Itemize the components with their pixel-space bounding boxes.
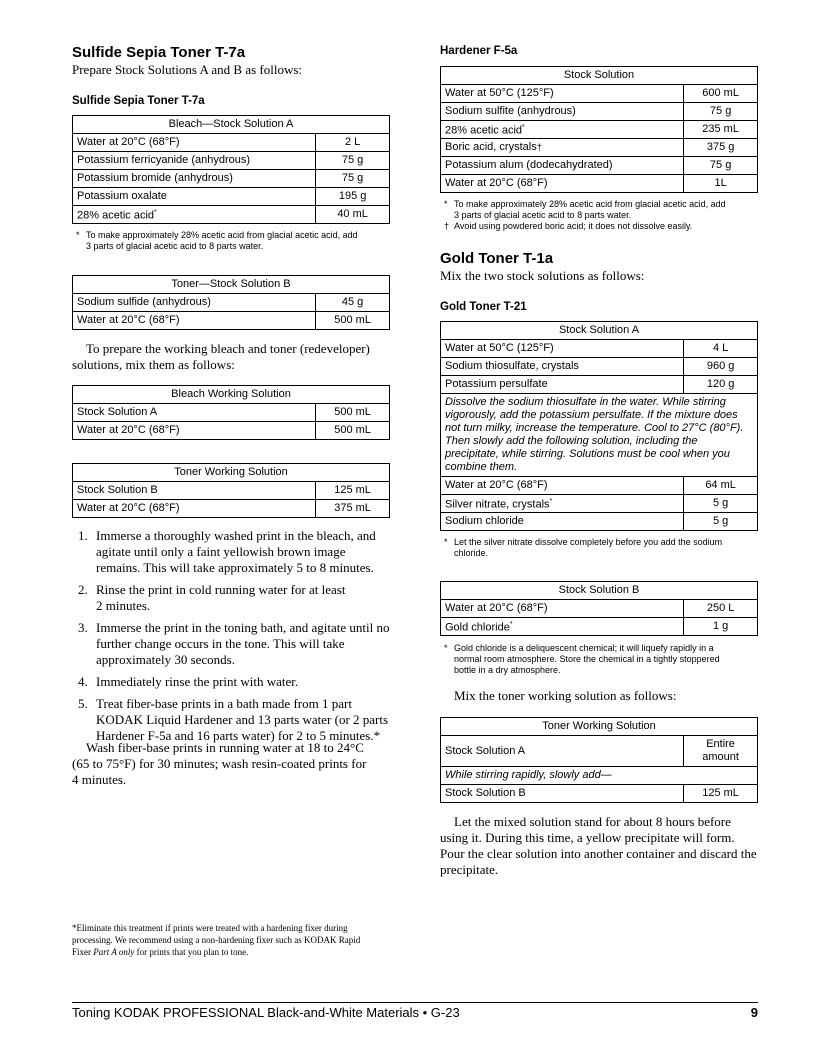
table-row	[73, 404, 390, 422]
row-item: Water at 50°C (125°F)	[441, 340, 684, 358]
gold-subtitle: Gold Toner T-21	[440, 301, 527, 313]
row-value: 45 g	[316, 294, 390, 312]
row-item: Silver nitrate, crystals	[445, 498, 550, 511]
row-item: Sodium thiosulfate, crystals	[441, 358, 684, 376]
table-header: Stock Solution B	[441, 582, 758, 600]
table-header: Toner Working Solution	[73, 464, 390, 482]
footnote-mark: *	[522, 124, 525, 132]
row-item: Water at 20°C (68°F)	[441, 175, 684, 193]
table-row	[441, 394, 758, 477]
table-row	[73, 188, 390, 206]
table-row	[441, 600, 758, 618]
toner-stock-table	[72, 275, 390, 330]
row-item: 28% acetic acid	[77, 209, 155, 222]
table-header: Bleach Working Solution	[73, 386, 390, 404]
row-value: 500 mL	[316, 422, 390, 440]
final-paragraph: Let the mixed solution stand for about 8 hours before using it. During this time, a yellow precipitate will form. Pour the clear solution into another container and discard the precipitate.	[440, 814, 757, 877]
table-row	[73, 134, 390, 152]
table-row	[441, 513, 758, 531]
table-header: Stock Solution	[441, 67, 758, 85]
row-value: 375 mL	[316, 500, 390, 518]
table-row	[73, 482, 390, 500]
table-row	[441, 618, 758, 636]
prepare-paragraph: To prepare the working bleach and toner (redeveloper) solutions, mix them as follows:	[72, 341, 370, 372]
row-value: 120 g	[684, 376, 758, 394]
row-item: Potassium alum (dodecahydrated)	[441, 157, 684, 175]
row-value: 40 mL	[316, 206, 390, 224]
gold-chloride-footnote: * Gold chloride is a deliquescent chemical; it will liquefy rapidly in a normal room atmosphere. Store the chemical in a tightly stoppered bottle in a dry atmosphere.	[444, 643, 720, 675]
intro-text: Prepare Stock Solutions A and B as follows:	[72, 62, 303, 77]
hardener-stock-table	[440, 66, 758, 193]
row-value: 75 g	[316, 170, 390, 188]
table-row	[441, 767, 758, 785]
table-row	[73, 422, 390, 440]
bleach-stock-table	[72, 115, 390, 224]
row-item: Potassium ferricyanide (anhydrous)	[73, 152, 316, 170]
table-header: Toner—Stock Solution B	[73, 276, 390, 294]
row-value: 5 g	[684, 495, 758, 513]
page-number: 9	[750, 1005, 758, 1020]
row-item: Water at 20°C (68°F)	[73, 312, 316, 330]
row-item: Sodium sulfite (anhydrous)	[441, 103, 684, 121]
row-value: 75 g	[684, 103, 758, 121]
list-item: 4. Immediately rinse the print with water.	[78, 674, 299, 689]
table-row	[73, 500, 390, 518]
table-row	[441, 340, 758, 358]
table-row	[441, 736, 758, 767]
list-item: 5. Treat fiber-base prints in a bath made from 1 part KODAK Liquid Hardener and 13 parts water (or 2 parts Hardener F-5a and 16 parts water) for 2 to 5 minutes.*	[78, 696, 389, 743]
table-row	[441, 477, 758, 495]
table-row	[73, 206, 390, 224]
row-item: Water at 50°C (125°F)	[441, 85, 684, 103]
row-value: 375 g	[684, 139, 758, 157]
subtitle-sulfide-sepia: Sulfide Sepia Toner T-7a	[72, 95, 205, 107]
footnote-mark: *	[154, 209, 157, 217]
table-row	[441, 358, 758, 376]
row-value: 64 mL	[684, 477, 758, 495]
treatment-footnote: *Eliminate this treatment if prints were treated with a hardening fixer during processing. We recommend using a non-hardening fixer such as KODAK Rapid Fixer Part A only for prints that you plan to tone.	[72, 923, 361, 957]
hardener-footnotes: * To make approximately 28% acetic acid from glacial acetic acid, add 3 parts of glacial acetic acid to 8 parts water. † Avoid using powdered boric acid; it does not dissolve easily.	[444, 199, 726, 231]
row-value: 960 g	[684, 358, 758, 376]
row-value: 250 L	[684, 600, 758, 618]
gold-intro-text: Mix the two stock solutions as follows:	[440, 268, 645, 283]
table-row	[441, 785, 758, 803]
row-value: 75 g	[316, 152, 390, 170]
bleach-working-table	[72, 385, 390, 440]
procedure-steps	[72, 528, 402, 750]
footnote-mark: †	[536, 142, 542, 152]
gold-stock-a-table	[440, 321, 758, 531]
table-header: Bleach—Stock Solution A	[73, 116, 390, 134]
footnote-acetic-acid: * To make approximately 28% acetic acid from glacial acetic acid, add 3 parts of glacial acetic acid to 8 parts water.	[76, 230, 358, 251]
row-value: 125 mL	[316, 482, 390, 500]
table-row	[73, 152, 390, 170]
row-value: 235 mL	[684, 121, 758, 139]
gold-stock-b-table	[440, 581, 758, 636]
footnote-mark: *	[509, 621, 513, 629]
row-value: 125 mL	[684, 785, 758, 803]
row-item: Stock Solution A	[441, 736, 684, 767]
toner-working-table	[72, 463, 390, 518]
row-item: Water at 20°C (68°F)	[441, 600, 684, 618]
mix-toner-text: Mix the toner working solution as follows:	[454, 688, 677, 703]
table-row	[73, 170, 390, 188]
instruction-note: While stirring rapidly, slowly add—	[441, 767, 758, 785]
row-item: Water at 20°C (68°F)	[441, 477, 684, 495]
row-item: Stock Solution B	[73, 482, 316, 500]
row-item: Water at 20°C (68°F)	[73, 500, 316, 518]
row-item: Stock Solution A	[73, 404, 316, 422]
wash-paragraph: Wash fiber-base prints in running water at 18 to 24°C (65 to 75°F) for 30 minutes; wash resin-coated prints for 4 minutes.	[72, 740, 367, 787]
row-item: 28% acetic acid	[445, 124, 523, 137]
row-value: 500 mL	[316, 312, 390, 330]
footer-rule	[72, 1002, 758, 1003]
row-item: Boric acid, crystals	[445, 141, 537, 153]
row-value: 195 g	[316, 188, 390, 206]
row-value: 1L	[684, 175, 758, 193]
row-value: 600 mL	[684, 85, 758, 103]
row-value: 1 g	[684, 618, 758, 636]
table-row	[73, 312, 390, 330]
row-item: Sodium chloride	[441, 513, 684, 531]
list-item: 3. Immerse the print in the toning bath, and agitate until no further change occurs in the tone. This will take approximately 30 seconds.	[78, 620, 390, 667]
row-item: Potassium persulfate	[441, 376, 684, 394]
row-item: Sodium sulfide (anhydrous)	[73, 294, 316, 312]
instruction-note: Dissolve the sodium thiosulfate in the water. While stirring vigorously, add the potassium persulfate. If the mixture does not turn milky, increase the temperature. Cool to 27°C (80°F). Then slowly add the following solution, including the precipitate, while stirring. Solutions must be cool when you combine them.	[441, 394, 758, 477]
list-item: 1. Immerse a thoroughly washed print in the bleach, and agitate until only a faint yellowish brown image remains. This will take approximately 5 to 8 minutes.	[78, 528, 376, 575]
table-row	[441, 157, 758, 175]
section-title-sulfide-sepia: Sulfide Sepia Toner T-7a	[72, 44, 246, 61]
table-header: Toner Working Solution	[441, 718, 758, 736]
table-row	[441, 121, 758, 139]
row-item: Potassium oxalate	[73, 188, 316, 206]
table-row	[73, 294, 390, 312]
row-item: Gold chloride	[445, 621, 510, 634]
footnote-mark: *	[549, 498, 553, 506]
row-value: Entire amount	[684, 736, 758, 767]
hardener-title: Hardener F-5a	[440, 45, 518, 57]
table-row	[441, 175, 758, 193]
table-row	[441, 139, 758, 157]
list-item: 2. Rinse the print in cold running water for at least 2 minutes.	[78, 582, 346, 613]
table-header: Stock Solution A	[441, 322, 758, 340]
row-item: Water at 20°C (68°F)	[73, 134, 316, 152]
gold-toner-working-table	[440, 717, 758, 803]
table-row	[441, 495, 758, 513]
row-value: 500 mL	[316, 404, 390, 422]
table-row	[441, 376, 758, 394]
row-item: Water at 20°C (68°F)	[73, 422, 316, 440]
section-title-gold-toner: Gold Toner T-1a	[440, 250, 554, 267]
row-item: Stock Solution B	[441, 785, 684, 803]
row-value: 2 L	[316, 134, 390, 152]
silver-nitrate-footnote: * Let the silver nitrate dissolve completely before you add the sodium chloride.	[444, 537, 723, 558]
row-value: 75 g	[684, 157, 758, 175]
table-row	[441, 103, 758, 121]
footer-title: Toning KODAK PROFESSIONAL Black-and-White Materials • G-23	[72, 1005, 460, 1020]
row-value: 4 L	[684, 340, 758, 358]
table-row	[441, 85, 758, 103]
row-value: 5 g	[684, 513, 758, 531]
row-item: Potassium bromide (anhydrous)	[73, 170, 316, 188]
